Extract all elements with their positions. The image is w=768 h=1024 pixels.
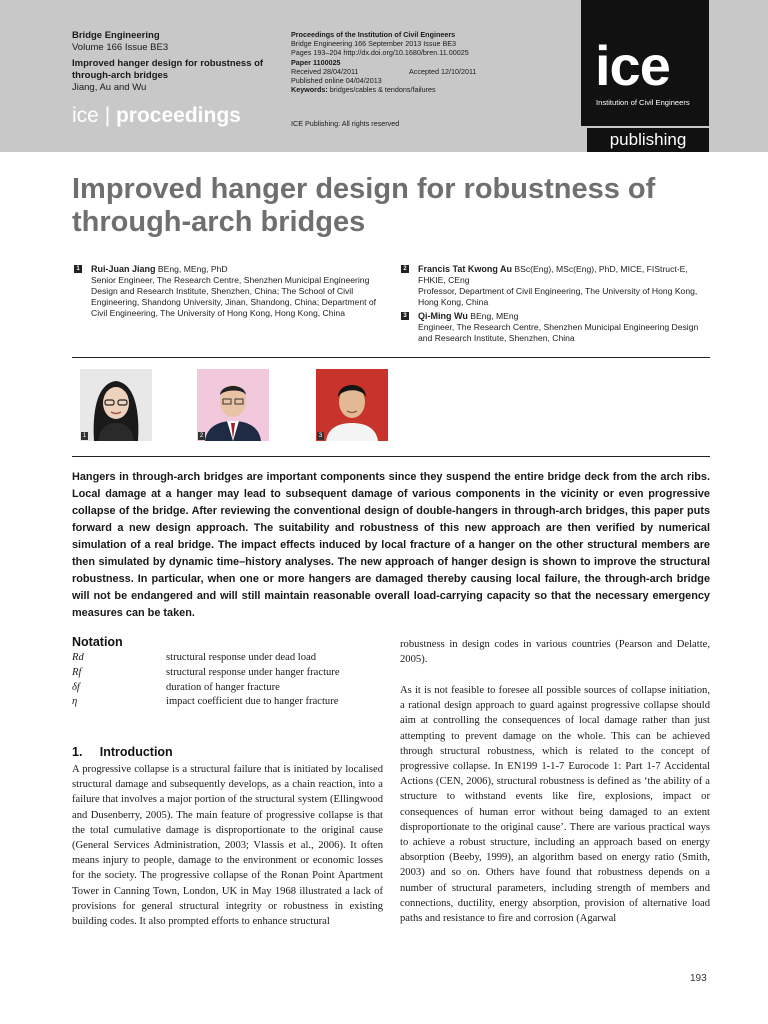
photo-number: 2 (199, 433, 204, 439)
introduction-text: A progressive collapse is a structural failure that is initiated by localised structural damage and subsequently develops, as a chain reaction, into a failure that involves a major portion of the structural system (Ellingwood and Dusenberry, 2005). The main feature of progressive collapse is that the total cumulative damage is disproportionate to the original cause (General Services Administration, 2003; Vlassis et al., 2006). It often means injury to people, damage to the environment or economic losses for the society. The progressive collapse of the Ronan Point Apartment Tower in Canning Town, London, UK in May 1968 illustrated a lack of provisions for general structural integrity or robustness in existing building codes. It also prompted efforts to enhance structural (72, 764, 383, 928)
author-3 (403, 311, 710, 344)
notation-text: impact coefficient due to hanger fracture (166, 696, 339, 708)
ice-logo-text: ice (595, 34, 670, 97)
journal-info (72, 30, 287, 94)
author-degrees: BSc(Eng), MSc(Eng), PhD, MICE, FIStruct-E, FHKIE, CEng (418, 264, 688, 285)
notation-symbol: δf (72, 681, 80, 693)
author-1 (76, 264, 386, 319)
notation-text: duration of hanger fracture (166, 681, 280, 693)
notation-row (72, 651, 382, 666)
abstract: Hangers in through-arch bridges are important components since they suspend the entire bridge deck from the arch ribs. Local damage at a hanger may lead to subsequent damage of various components in the vicinity or even progressive collapse of the bridge. After reviewing the conventional design of double-hangers in through-arch bridges, this paper puts forward a new design approach. The suitability and robustness of this new approach are then verified by numerical simulation of a real bridge. The impact effects induced by local fracture of a hanger on the other structural members are then simulated by dynamic time–history analyses. The new approach of hanger design is shown to improve the structural robustness. In particular, when one or more hangers are damaged thereby causing local failure, the through-arch bridge will not be endangered and will still maintain reasonable overall load-carrying capacity so that the necessary emergency measures can be taken. (72, 471, 710, 619)
body-paragraph-1: robustness in design codes in various countries (Pearson and Delatte, 2005). (400, 639, 710, 666)
dates-row (291, 67, 491, 76)
publication-meta (291, 30, 491, 128)
running-title: Improved hanger design for robustness of through-arch bridges (72, 58, 264, 81)
notation-heading: Notation (72, 635, 123, 649)
ice-logo (581, 0, 709, 126)
journal-header (0, 0, 768, 152)
author-number-badge: 2 (401, 265, 409, 273)
page-number: 193 (690, 973, 707, 984)
ice-proceedings-brand: ice | proceedings (72, 104, 241, 127)
notation-symbol: Rf (72, 666, 82, 678)
photo-number: 3 (318, 433, 323, 439)
photo-number: 1 (82, 433, 87, 439)
notation-text: structural response under hanger fracture (166, 666, 340, 678)
journal-volume: Volume 166 Issue BE3 (72, 42, 169, 53)
body-paragraph-2: As it is not feasible to foresee all possible sources of collapse initiation, a rational design approach to guard against progressive collapse should aim at controlling the consequences of local damage rather than just attempting to prevent damage on the whole. This can be achieved through structural robustness, which is related to the concept of progressive collapse. In EN199 1-1-7 Eurocode 1: Part 1-7 Accidental Actions (CEN, 2006), structural robustness is defined as ‘the ability of a structure to withstand events like fire, explosions, impact or consequences of human error without being damaged to an extent disproportionate to the original cause’. There are various practical ways to achieve a robust structure, including an approach based on energy absorption (Beeby, 1999), an algorithm based on energy ratio (Smith, 2003) and so on. Others have found that robustness depends on a number of structural parameters, including strength of members and connections, ductility, energy absorption, provision of alternative load paths and resistance to fire and corrosion (Agarwal (400, 685, 710, 925)
portrait-man-icon (316, 369, 388, 441)
introduction-heading: 1. Introduction (72, 745, 173, 759)
author-photo-3 (316, 369, 388, 441)
notation-symbol: η (72, 696, 78, 708)
notation-text: structural response under dead load (166, 652, 317, 663)
author-2 (403, 264, 710, 308)
author-degrees: BEng, MEng (467, 311, 519, 321)
author-affiliation: Engineer, The Research Centre, Shenzhen Municipal Engineering Design and Research Institute, Shenzhen, China (418, 322, 699, 343)
notation-symbol: Rd (72, 652, 84, 663)
ice-logo-subtitle: Institution of Civil Engineers (596, 98, 690, 107)
accepted-date: Accepted 12/10/2011 (409, 66, 477, 76)
article-title: Improved hanger design for robustness of through-arch bridges (72, 173, 656, 238)
author-affiliation: Senior Engineer, The Research Centre, Shenzhen Municipal Engineering Design and Research Institute, Shenzhen, China; The School of Civil Engineering, Shandong University, Jinan, Shandong, China; Department of Civil Engineering, The University of Hong Kong, Hong Kong, China (91, 275, 377, 318)
publishing-label: publishing (587, 128, 709, 152)
notation-row (72, 681, 382, 696)
journal-name: Bridge Engineering (72, 30, 160, 41)
portrait-man-icon (197, 369, 269, 441)
author-name: Qi-Ming Wu (418, 311, 468, 321)
running-authors: Jiang, Au and Wu (72, 82, 147, 93)
portrait-woman-icon (80, 369, 152, 441)
author-degrees: BEng, MEng, PhD (155, 264, 228, 274)
published-date: Published online 04/04/2013 (291, 76, 382, 86)
received-date: Received 28/04/2011 (291, 66, 359, 76)
author-photo-2 (197, 369, 269, 441)
proceedings-title: Proceedings of the Institution of Civil Engineers (291, 30, 456, 39)
divider (72, 357, 710, 358)
author-name: Francis Tat Kwong Au (418, 264, 513, 274)
notation-list (72, 651, 382, 710)
keywords: Keywords: bridges/cables & tendons/failures (291, 85, 436, 95)
author-photo-1 (80, 369, 152, 441)
pages-doi[interactable]: Pages 193–204 http://dx.doi.org/10.1680/bren.11.00025 (291, 48, 469, 58)
author-name: Rui-Juan Jiang (91, 264, 156, 274)
author-number-badge: 1 (74, 265, 82, 273)
notation-row (72, 695, 382, 710)
author-affiliation: Professor, Department of Civil Engineering, The University of Hong Kong, Hong Kong, China (418, 286, 698, 307)
notation-row (72, 666, 382, 681)
paper-number: Paper 1100025 (291, 57, 341, 67)
rights-statement: ICE Publishing: All rights reserved (291, 119, 400, 128)
divider (72, 456, 710, 457)
issue-line: Bridge Engineering 166 September 2013 Issue BE3 (291, 39, 457, 49)
author-number-badge: 3 (401, 312, 409, 320)
